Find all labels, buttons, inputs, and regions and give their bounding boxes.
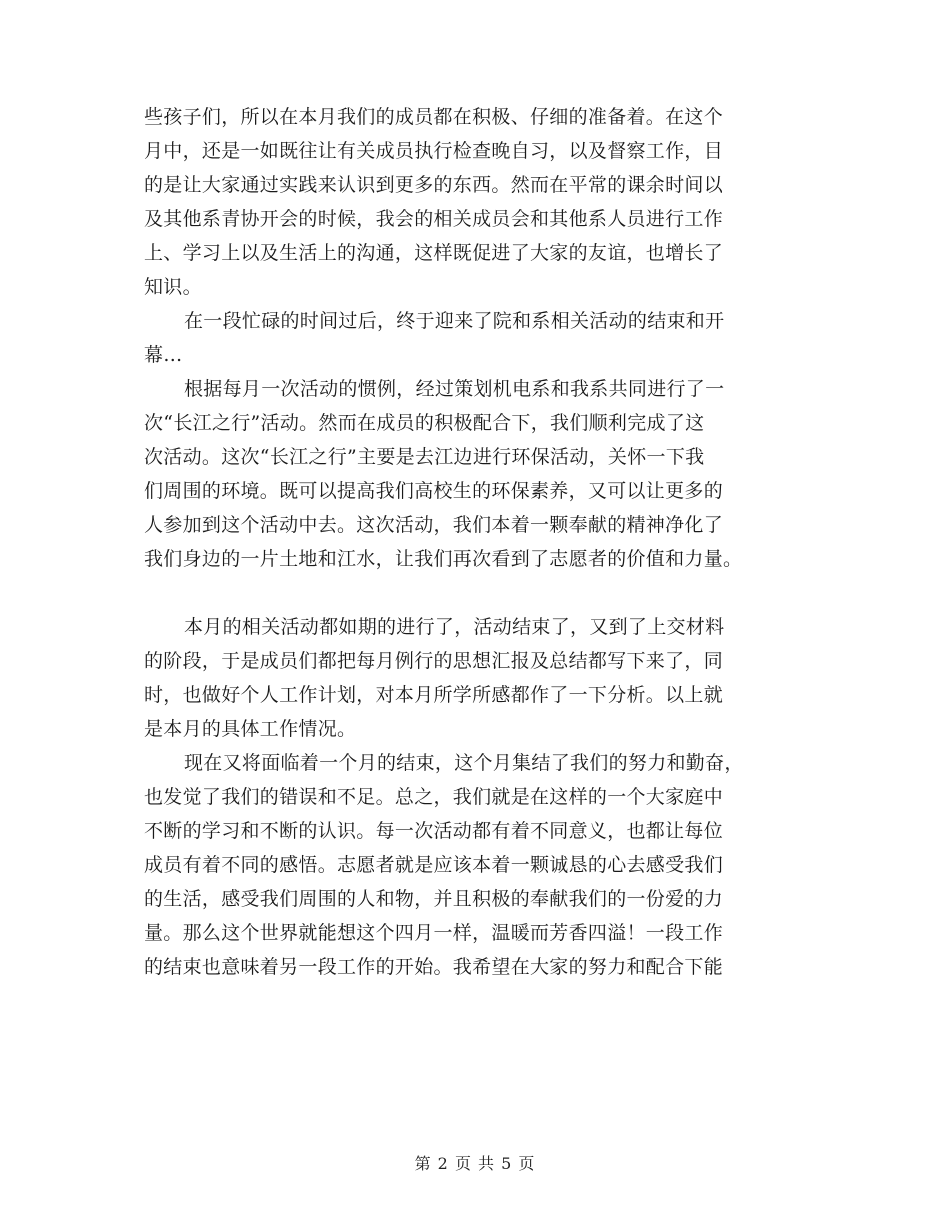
- text-line: 些孩子们，所以在本月我们的成员都在积极、仔细的准备着。在这个: [144, 106, 724, 128]
- text-line: 量。那么这个世界就能想这个四月一样，温暖而芳香四溢！一段工作: [144, 922, 724, 944]
- text-line: 次活动。这次“长江之行”主要是去江边进行环保活动，关怀一下我: [144, 446, 705, 468]
- paragraph-start-line: 在一段忙碌的时间过后，终于迎来了院和系相关活动的结束和开: [184, 310, 725, 332]
- text-line: 人参加到这个活动中去。这次活动，我们本着一颗奉献的精神净化了: [144, 514, 724, 536]
- text-line: 及其他系青协开会的时候，我会的相关成员会和其他系人员进行工作: [144, 208, 724, 230]
- text-line: 们周围的环境。既可以提高我们高校生的环保素养，又可以让更多的: [144, 480, 724, 502]
- text-line: 时，也做好个人工作计划，对本月所学所感都作了一下分析。以上就: [144, 684, 724, 706]
- text-line: 是本月的具体工作情况。: [144, 718, 357, 740]
- text-line: 次“长江之行”活动。然而在成员的积极配合下，我们顺利完成了这: [144, 412, 705, 434]
- text-line: 不断的学习和不断的认识。每一次活动都有着不同意义，也都让每位: [144, 820, 724, 842]
- document-body: [144, 100, 809, 984]
- paragraph-start-line: 现在又将面临着一个月的结束，这个月集结了我们的努力和勤奋，: [184, 752, 744, 774]
- text-line: 成员有着不同的感悟。志愿者就是应该本着一颗诚恳的心去感受我们: [144, 854, 724, 876]
- paragraph-gap: [144, 576, 809, 610]
- text-line: 我们身边的一片土地和江水，让我们再次看到了志愿者的价值和力量。: [144, 548, 743, 570]
- text-line: 的是让大家通过实践来认识到更多的东西。然而在平常的课余时间以: [144, 174, 724, 196]
- page-number-footer: 第 2 页 共 5 页: [414, 1154, 536, 1173]
- text-line: 月中，还是一如既往让有关成员执行检查晚自习，以及督察工作，目: [144, 140, 724, 162]
- paragraph-start-line: 根据每月一次活动的惯例，经过策划机电系和我系共同进行了一: [184, 378, 725, 400]
- text-line: 幕…: [144, 344, 183, 366]
- text-line: 上、学习上以及生活上的沟通，这样既促进了大家的友谊，也增长了: [144, 242, 724, 264]
- text-line: 的阶段，于是成员们都把每月例行的思想汇报及总结都写下来了，同: [144, 650, 724, 672]
- text-line: 知识。: [144, 276, 202, 298]
- text-line: 的结束也意味着另一段工作的开始。我希望在大家的努力和配合下能: [144, 956, 724, 978]
- paragraph-start-line: 本月的相关活动都如期的进行了，活动结束了，又到了上交材料: [184, 616, 725, 638]
- text-line: 也发觉了我们的错误和不足。总之，我们就是在这样的一个大家庭中: [144, 786, 724, 808]
- text-line: 的生活，感受我们周围的人和物，并且积极的奉献我们的一份爱的力: [144, 888, 724, 910]
